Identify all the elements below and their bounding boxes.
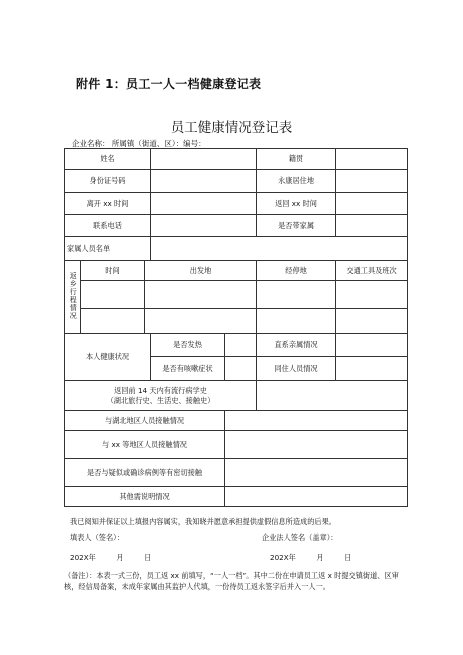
xx-contact-field[interactable] xyxy=(225,431,408,459)
relatives-status-label: 直系亲属情况 xyxy=(257,334,336,357)
hubei-contact-field[interactable] xyxy=(225,411,408,431)
epidemic-history-line1: 返回前 14 天内有流行病学史 xyxy=(114,385,207,395)
other-info-field[interactable] xyxy=(225,487,408,507)
travel-transport-field[interactable] xyxy=(336,281,408,309)
cohabitants-status-field[interactable] xyxy=(336,357,408,381)
travel-time-field[interactable] xyxy=(81,309,145,334)
suspect-contact-label: 是否与疑似或确诊病例等有密切接触 xyxy=(65,459,225,487)
table-row xyxy=(65,309,408,334)
name-label: 姓名 xyxy=(65,149,151,170)
cough-label: 是否有咳嗽症状 xyxy=(151,357,225,381)
table-row xyxy=(65,193,408,215)
remarks-note: （备注）：本表一式三份，员工返 xx 前填写，“一人一档”。其中二份在申请员工返 x 时提交镇街道、区审核，经信局备案，未成年家属由其监护人代填，一份待员工返永签字后并入一人一。 xyxy=(64,571,399,592)
table-row xyxy=(65,431,408,459)
name-field[interactable] xyxy=(151,149,257,170)
travel-time-header: 时间 xyxy=(81,261,145,281)
travel-from-field[interactable] xyxy=(145,281,257,309)
relatives-status-field[interactable] xyxy=(336,334,408,357)
table-row xyxy=(65,149,408,170)
filler-date: 202X年 月 日 xyxy=(70,553,152,562)
travel-via-header: 经停地 xyxy=(257,261,336,281)
travel-from-header: 出发地 xyxy=(145,261,257,281)
residence-label: 永康居住地 xyxy=(257,170,336,193)
legal-rep-signature-label: 企业法人签名（盖章）： xyxy=(262,533,338,542)
table-row xyxy=(65,237,408,261)
origin-label: 籍贯 xyxy=(257,149,336,170)
travel-via-field[interactable] xyxy=(257,281,336,309)
epidemic-history-label xyxy=(65,381,257,411)
xx-contact-label: 与 xx 等地区人员接触情况 xyxy=(65,431,225,459)
cohabitants-status-label: 同住人员情况 xyxy=(257,357,336,381)
table-row xyxy=(65,334,408,357)
leave-time-label: 离开 xx 时间 xyxy=(65,193,151,215)
table-row xyxy=(65,411,408,431)
epidemic-history-field[interactable] xyxy=(257,381,408,411)
table-row xyxy=(65,261,408,281)
travel-via-field[interactable] xyxy=(257,309,336,334)
id-number-field[interactable] xyxy=(151,170,257,193)
family-names-label: 家属人员名单 xyxy=(65,237,151,261)
attachment-heading: 附件 1：员工一人一档健康登记表 xyxy=(76,77,262,91)
travel-transport-header: 交通工具及班次 xyxy=(336,261,408,281)
id-number-label: 身份证号码 xyxy=(65,170,151,193)
leave-time-field[interactable] xyxy=(151,193,257,215)
travel-label: 返乡行程情况 xyxy=(65,261,81,334)
family-with-label: 是否带家属 xyxy=(257,215,336,237)
travel-time-field[interactable] xyxy=(81,281,145,309)
table-row xyxy=(65,170,408,193)
fever-label: 是否发热 xyxy=(151,334,225,357)
travel-from-field[interactable] xyxy=(145,309,257,334)
filler-signature-label: 填表人（签名）： xyxy=(70,533,124,542)
certification-statement: 我已阅知并保证以上填报内容属实，我知晓并愿意承担提供虚假信息所造成的后果。 xyxy=(70,517,336,526)
epidemic-history-line2: （湖北旅行史、生活史、接触史） xyxy=(106,395,215,405)
origin-field[interactable] xyxy=(336,149,408,170)
table-row xyxy=(65,381,408,411)
suspect-contact-field[interactable] xyxy=(225,459,408,487)
cough-field[interactable] xyxy=(225,357,257,381)
residence-field[interactable] xyxy=(336,170,408,193)
table-row xyxy=(65,459,408,487)
family-with-field[interactable] xyxy=(336,215,408,237)
table-row xyxy=(65,281,408,309)
form-title: 员工健康情况登记表 xyxy=(170,120,293,136)
table-row xyxy=(65,487,408,507)
legal-rep-date: 202X年 月 日 xyxy=(270,553,352,562)
phone-label: 联系电话 xyxy=(65,215,151,237)
return-time-field[interactable] xyxy=(336,193,408,215)
return-time-label: 返回 xx 时间 xyxy=(257,193,336,215)
other-info-label: 其他需说明情况 xyxy=(65,487,225,507)
health-status-label: 本人健康状况 xyxy=(65,334,151,381)
travel-transport-field[interactable] xyxy=(336,309,408,334)
table-row xyxy=(65,215,408,237)
fever-field[interactable] xyxy=(225,334,257,357)
phone-field[interactable] xyxy=(151,215,257,237)
family-names-field[interactable] xyxy=(151,237,408,261)
company-meta-line: 企业名称： 所属镇（街道、区）：编号： xyxy=(72,139,206,148)
health-registration-table xyxy=(64,148,408,507)
hubei-contact-label: 与湖北地区人员接触情况 xyxy=(65,411,225,431)
